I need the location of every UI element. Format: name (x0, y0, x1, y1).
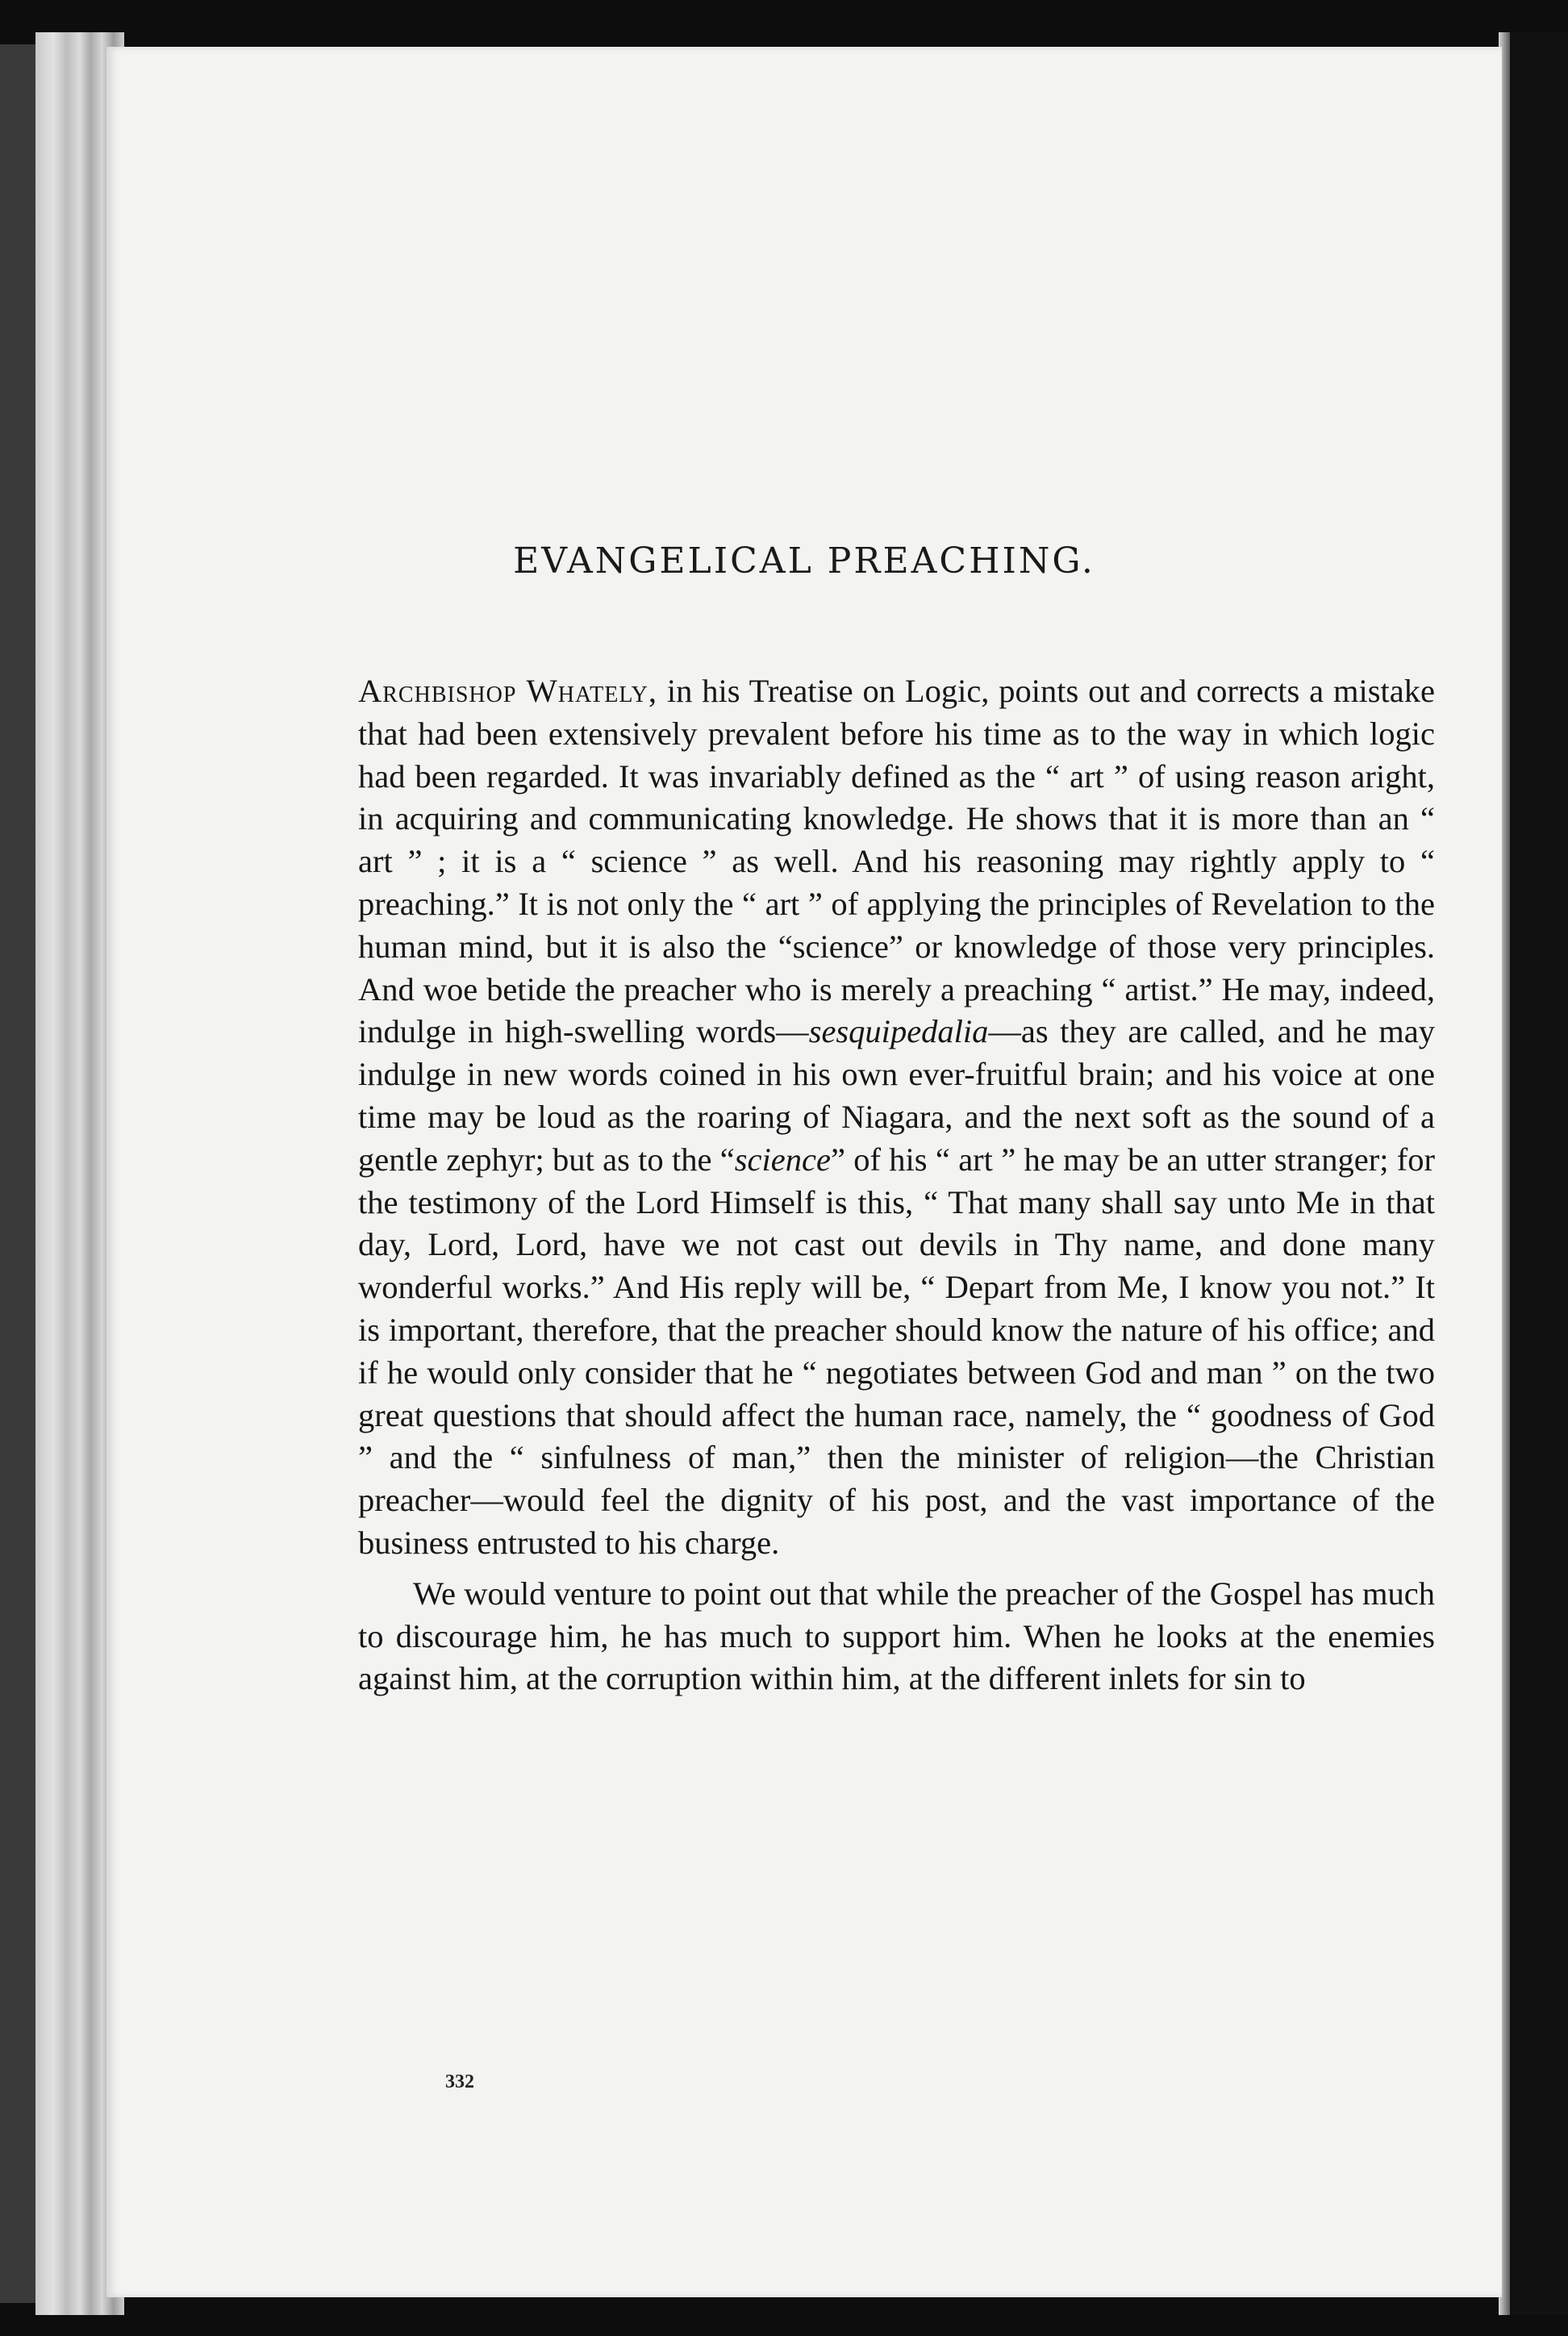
paragraph-1-text-b: —as they are called, and he may indulge in new words coined in his own ever-fruitful brain; and his voice at one time may be loud as the roaring of Niagara, and the next soft as the sound of a gentle zephyr; but as to the “ (358, 1013, 1435, 1178)
body-text (358, 670, 1435, 1700)
paragraph-1 (358, 670, 1435, 1565)
paragraph-2: We would venture to point out that while the preacher of the Gospel has much to discourage him, he has much to support him. When he looks at the enemies against him, at the corruption within him, at the different inlets for sin to (358, 1575, 1435, 1697)
paragraph-1-text-c: ” of his “ art ” he may be an utter stranger; for the testimony of the Lord Himself is this, “ That many shall say unto Me in that day, Lord, Lord, have we not cast out devils in Thy name, and done many wonderful works.” And His reply will be, “ Depart from Me, I know you not.” It is important, therefore, that the preacher should know the nature of his office; and if he would only consider that he “ negotiates between God and man ” on the two great questions that should affect the human race, namely, the “ goodness of God ” and the “ sinfulness of man,” then the minister of religion—the Christian preacher—would feel the dignity of his post, and the vast importance of the business entrusted to his charge. (358, 1141, 1435, 1561)
italic-term-science: science (734, 1141, 831, 1178)
lead-in-small-caps: Archbishop Whately, (358, 673, 657, 709)
book-page (106, 47, 1502, 2297)
chapter-title: EVANGELICAL PREACHING. (513, 540, 1095, 582)
right-cover-board (1510, 32, 1568, 2315)
page-number: 332 (445, 2071, 474, 2092)
paragraph-1-text-a: in his Treatise on Logic, points out and corrects a mistake that had been extensively prevalent before his time as to the way in which logic had been regarded. It was invariably defined as the “ art ” of using reason aright, in acquiring and communicating knowledge. He shows that it is more than an “ art ” ; it is a “ science ” as well. And his reasoning may rightly apply to “ preaching.” It is not only the “ art ” of applying the principles of Revelation to the human mind, but it is also the “science” or knowledge of those very principles. And woe betide the preacher who is merely a preaching “ artist.” He may, indeed, indulge in high-swelling words— (358, 673, 1435, 1050)
italic-term-sesquipedalia: sesquipedalia (808, 1013, 989, 1050)
